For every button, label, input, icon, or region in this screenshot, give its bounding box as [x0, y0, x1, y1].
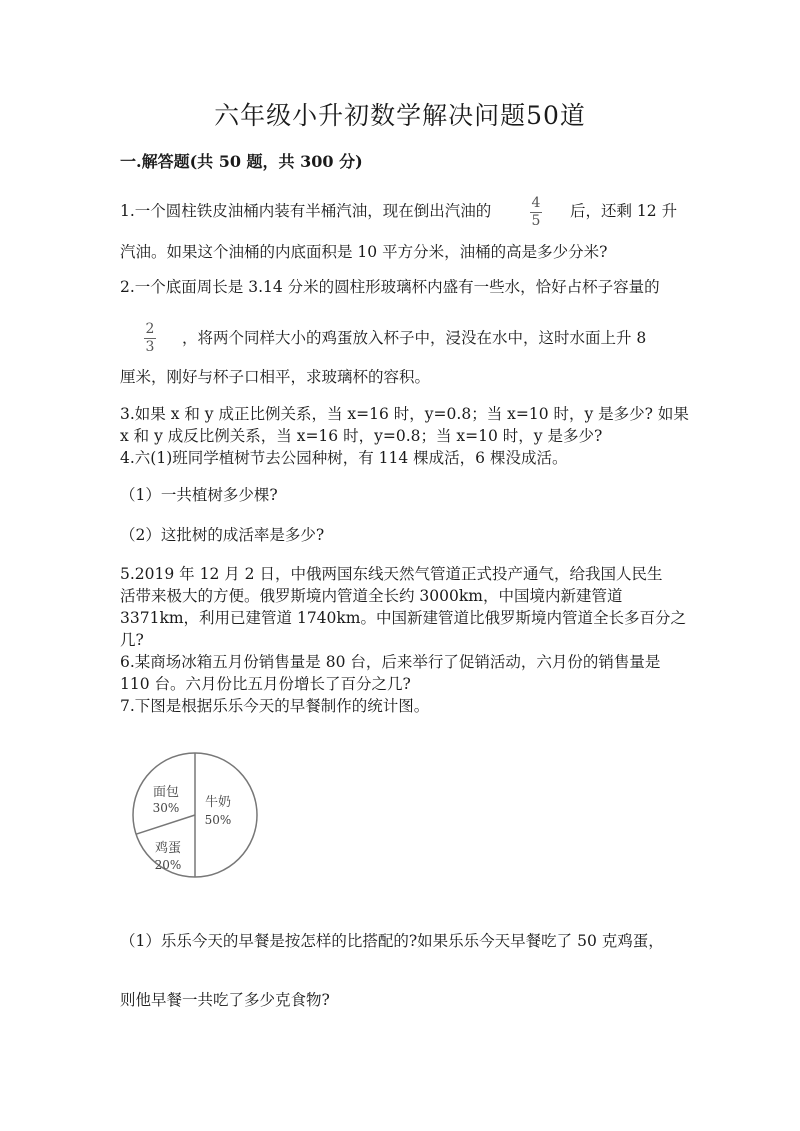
q4-sub2: （2）这批树的成活率是多少?: [120, 526, 325, 544]
q6-line2: 110 台。六月份比五月份增长了百分之几?: [120, 675, 411, 693]
q6-line1: 6.某商场冰箱五月份销售量是 80 台，后来举行了促销活动，六月份的销售量是: [120, 653, 661, 671]
q2-fraction: [144, 322, 156, 355]
q1-fraction-denominator: 5: [531, 213, 541, 229]
pie-label-bread: 面包: [152, 785, 180, 800]
pie-value-milk: 50%: [204, 813, 232, 827]
pie-label-egg: 鸡蛋: [154, 841, 182, 856]
q5-line2: 活带来极大的方便。俄罗斯境内管道全长约 3000km，中国境内新建管道: [120, 587, 623, 605]
q1-fraction-numerator: 4: [531, 195, 541, 211]
q5-line4: 几?: [120, 631, 144, 649]
pie-value-bread: 30%: [152, 801, 180, 815]
pie-label-milk: 牛奶: [204, 795, 232, 810]
q4-line1: 4.六(1)班同学植树节去公园种树，有 114 棵成活，6 棵没成活。: [120, 449, 568, 467]
q2-line3: 厘米，刚好与杯子口相平，求玻璃杯的容积。: [120, 368, 431, 386]
q1-line2: 汽油。如果这个油桶的内底面积是 10 平方分米，油桶的高是多少分米?: [120, 243, 608, 261]
page-title: 六年级小升初数学解决问题50道: [214, 101, 586, 130]
q3-line1: 3.如果 x 和 y 成正比例关系，当 x=16 时，y=0.8；当 x=10 时，y 是多少? 如果: [120, 405, 689, 423]
q7-line1: 7.下图是根据乐乐今天的早餐制作的统计图。: [120, 697, 430, 715]
breakfast-pie-chart: [130, 750, 270, 890]
q2-line2: ，将两个同样大小的鸡蛋放入杯子中，浸没在水中，这时水面上升 8: [182, 329, 647, 347]
q2-fraction-numerator: 2: [145, 321, 155, 337]
q5-line1: 5.2019 年 12 月 2 日，中俄两国东线天然气管道正式投产通气，给我国人民生: [120, 565, 663, 583]
q7-sub1-line1: （1）乐乐今天的早餐是按怎样的比搭配的?如果乐乐今天早餐吃了 50 克鸡蛋，: [120, 932, 664, 950]
q2-fraction-denominator: 3: [145, 339, 155, 355]
q7-sub1-line2: 则他早餐一共吃了多少克食物?: [120, 991, 330, 1009]
q3-line2: x 和 y 成反比例关系，当 x=16 时，y=0.8；当 x=10 时，y 是多少?: [120, 427, 603, 445]
q1-line1-before: 1.一个圆柱铁皮油桶内装有半桶汽油，现在倒出汽油的: [120, 202, 492, 220]
pie-value-egg: 20%: [154, 858, 182, 872]
section-heading: 一.解答题(共 50 题，共 300 分): [120, 152, 363, 171]
q1-fraction: [530, 196, 542, 229]
q4-sub1: （1）一共植树多少棵?: [120, 486, 278, 504]
q5-line3: 3371km，利用已建管道 1740km。中国新建管道比俄罗斯境内管道全长多百分之: [120, 609, 687, 627]
q1-line1-after: 后，还剩 12 升: [570, 202, 678, 220]
q2-line1: 2.一个底面周长是 3.14 分米的圆柱形玻璃杯内盛有一些水，恰好占杯子容量的: [120, 278, 660, 296]
